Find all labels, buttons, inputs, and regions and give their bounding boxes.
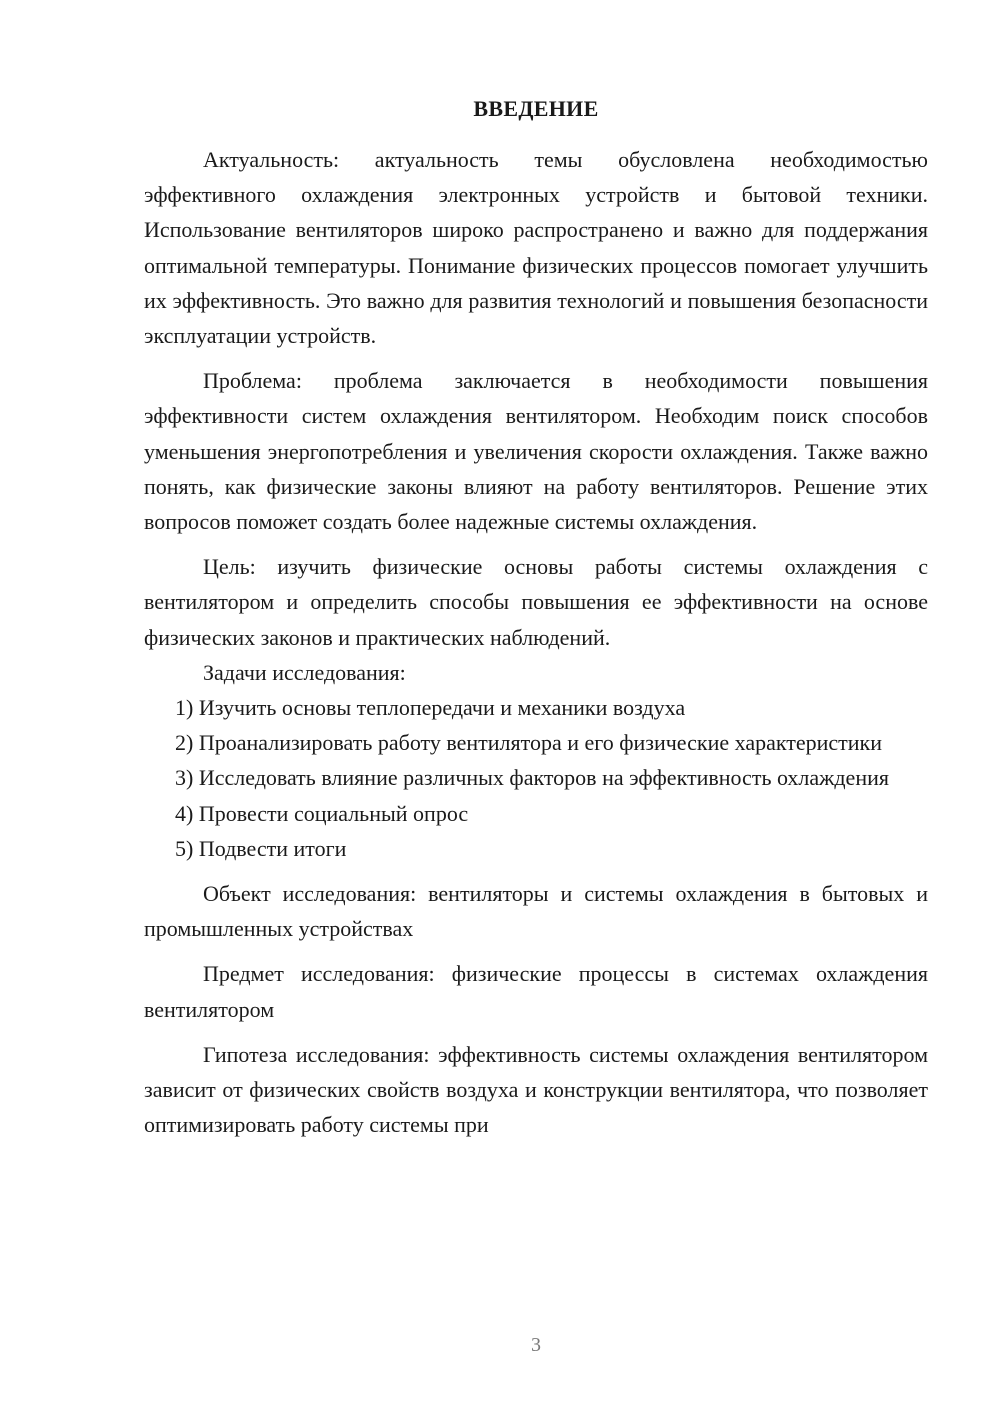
paragraph-relevance: Актуальность: актуальность темы обусловлена необходимостью эффективного охлаждения электронных устройств и бытовой техники. Использование вентиляторов широко распространено и важно для поддержания оптимальной температуры. Понимание физических процессов помогает улучшить их эффективность. Это важно для развития технологий и повышения безопасности эксплуатации устройств.: [144, 147, 928, 349]
task-item-4: 4) Провести социальный опрос: [175, 800, 469, 826]
task-item-5: 5) Подвести итоги: [175, 835, 347, 861]
tasks-heading: Задачи исследования:: [203, 659, 406, 685]
page-title: ВВЕДЕНИЕ: [473, 96, 599, 121]
task-item-1: 1) Изучить основы теплопередачи и механики воздуха: [175, 695, 686, 721]
paragraph-hypothesis: Гипотеза исследования: эффективность системы охлаждения вентилятором зависит от физических свойств воздуха и конструкции вентилятора, что позволяет оптимизировать работу системы при: [144, 1041, 928, 1138]
page-number: 3: [531, 1334, 541, 1356]
document-body: [144, 142, 928, 1142]
task-item-3: 3) Исследовать влияние различных факторов на эффективность охлаждения: [175, 765, 889, 791]
paragraph-subject: Предмет исследования: физические процессы в системах охлаждения вентилятором: [144, 961, 928, 1022]
paragraph-problem: Проблема: проблема заключается в необходимости повышения эффективности систем охлаждения вентилятором. Необходим поиск способов уменьшения энергопотребления и увеличения скорости охлаждения. Также важно понять, как физические законы влияют на работу вентиляторов. Решение этих вопросов поможет создать более надежные системы охлаждения.: [144, 368, 928, 535]
paragraph-object: Объект исследования: вентиляторы и системы охлаждения в бытовых и промышленных устройствах: [144, 881, 928, 942]
task-item-2: 2) Проанализировать работу вентилятора и его физические характеристики: [175, 730, 883, 756]
paragraph-goal: Цель: изучить физические основы работы системы охлаждения с вентилятором и определить способы повышения ее эффективности на основе физических законов и практических наблюдений.: [144, 554, 928, 650]
